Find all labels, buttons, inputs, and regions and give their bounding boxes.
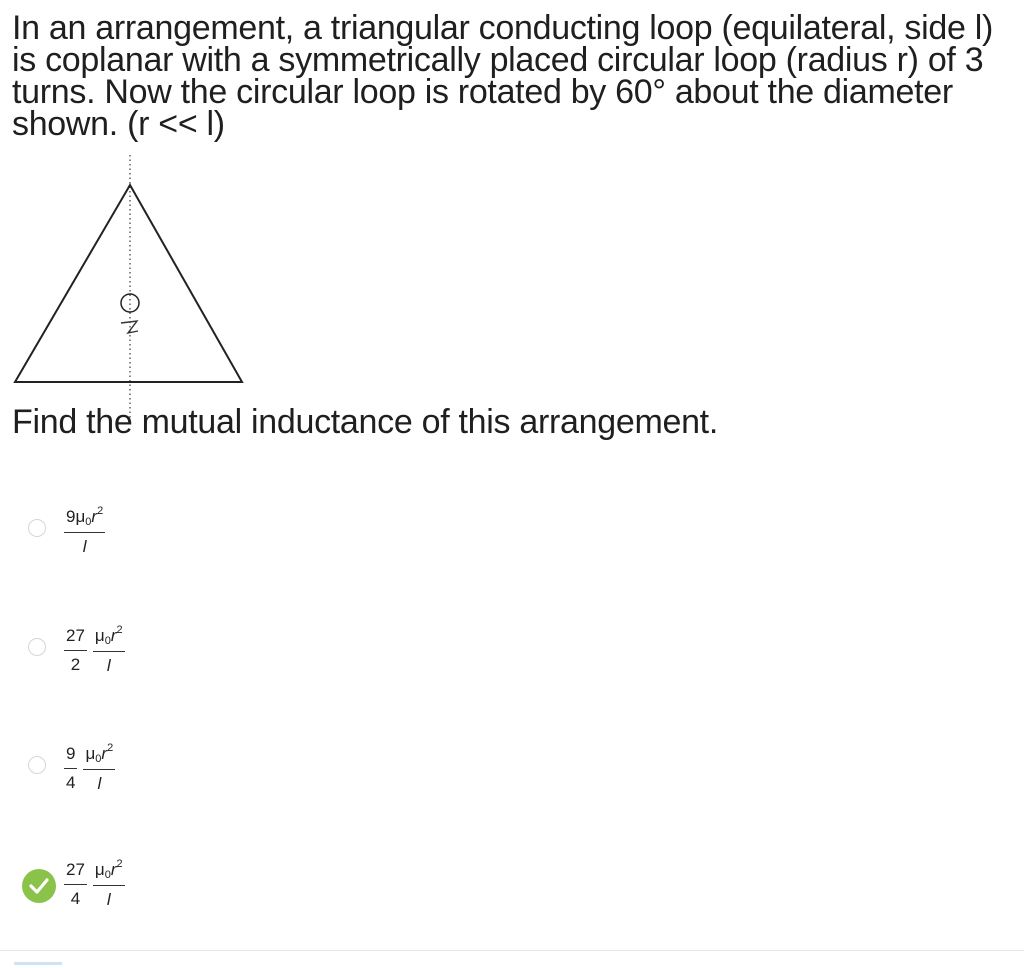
question-line: shown. (r << l): [12, 105, 225, 143]
question-line: is coplanar with a symmetrically placed circular loop (radius r) of 3: [12, 41, 984, 79]
radio-button[interactable]: [28, 638, 46, 656]
radio-button[interactable]: [28, 519, 46, 537]
option-formula: $\frac{27}{2}$ $\frac{\mu_0r^2}{l}$: [66, 624, 123, 675]
triangular-loop: [15, 185, 242, 382]
check-icon: [29, 877, 49, 895]
option-formula: $\frac{27}{4}$ $\frac{\mu_0r^2}{l}$: [66, 858, 123, 909]
find-prompt: Find the mutual inductance of this arrangement.: [12, 403, 718, 441]
option-4[interactable]: [22, 858, 422, 918]
triangle-circle-figure: [10, 155, 250, 425]
option-2[interactable]: [22, 624, 422, 684]
option-1[interactable]: [22, 505, 422, 565]
question-text: [12, 9, 1022, 143]
divider: [0, 950, 1024, 951]
radio-button-selected[interactable]: [22, 869, 56, 903]
radio-button[interactable]: [28, 756, 46, 774]
bottom-indicator: [14, 962, 62, 965]
option-3[interactable]: [22, 742, 422, 802]
option-formula: $\frac{9\mu_0r^2}{l}$: [66, 505, 104, 556]
question-line: turns. Now the circular loop is rotated by 60° about the diameter: [12, 73, 953, 111]
question-line: In an arrangement, a triangular conducting loop (equilateral, side l): [12, 9, 994, 47]
option-formula: $\frac{9}{4}$ $\frac{\mu_0r^2}{l}$: [66, 742, 114, 793]
